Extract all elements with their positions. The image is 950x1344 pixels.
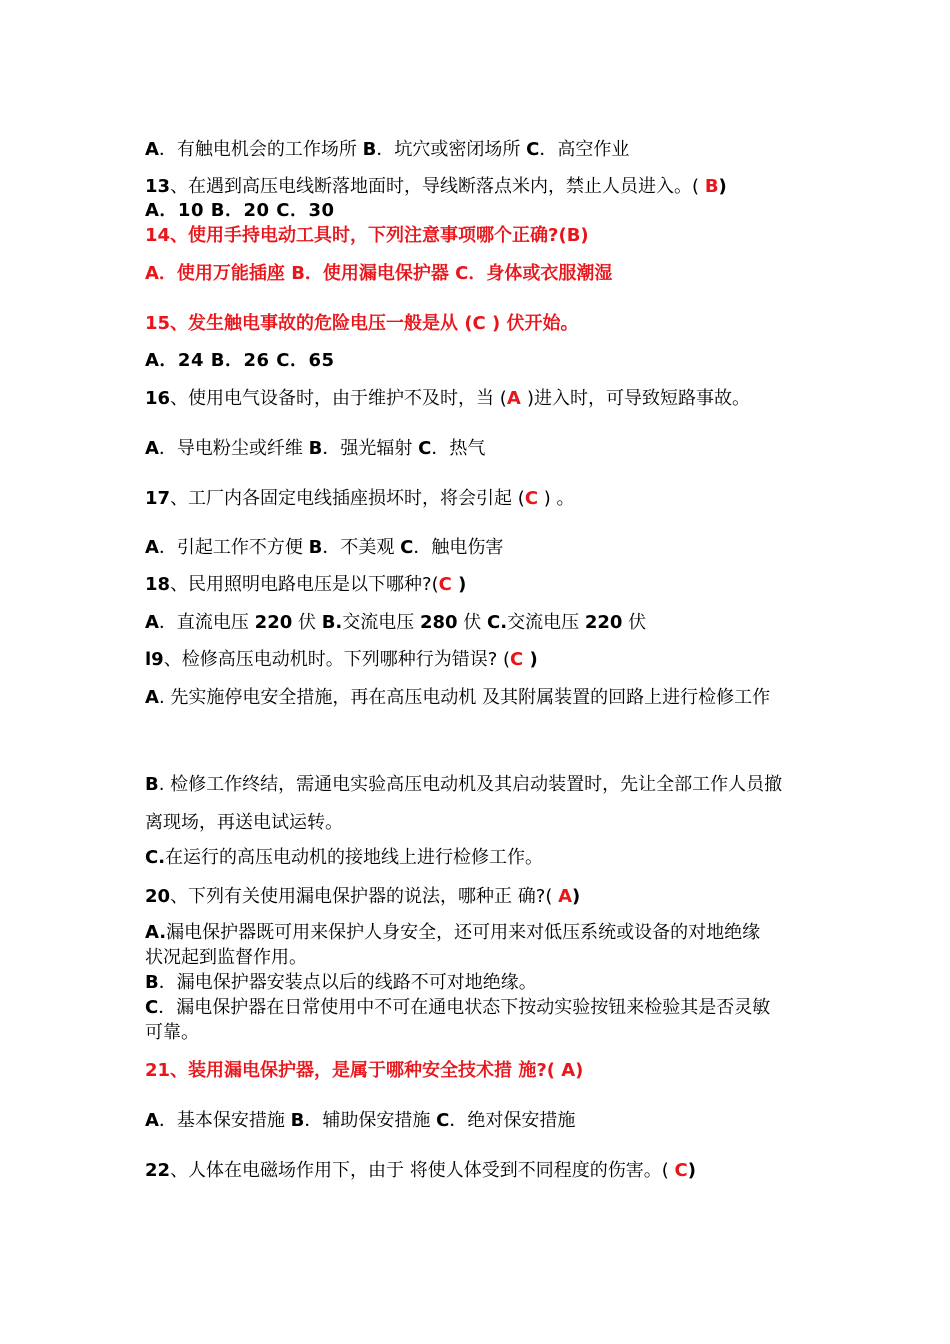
- q18-options: A．直流电压 220 伏 B.交流电压 280 伏 C.交流电压 220 伏: [145, 612, 647, 633]
- q20-question: 20、下列有关使用漏电保护器的说法，哪种正 确?( A): [145, 886, 581, 907]
- q19-option-a: A. 先实施停电安全措施，再在高压电动机 及其附属装置的回路上进行检修工作: [145, 687, 771, 708]
- q14-question: 14、使用手持电动工具时，下列注意事项哪个正确?(B): [145, 225, 589, 246]
- q22-question: 22、人体在电磁场作用下，由于 将使人体受到不同程度的伤害。( C): [145, 1160, 696, 1181]
- q13-question: 13、在遇到高压电线断落地面时，导线断落点米内，禁止人员进入。( B): [145, 176, 727, 197]
- q20-option-c-line1: C．漏电保护器在日常使用中不可在通电状态下按动实验按钮来检验其是否灵敏: [145, 997, 771, 1018]
- q20-option-a-line1: A.漏电保护器既可用来保护人身安全，还可用来对低压系统或设备的对地绝缘: [145, 922, 761, 943]
- q19-option-b-line2: 离现场，再送电试运转。: [145, 812, 343, 833]
- q19-question: l9、检修高压电动机时。下列哪种行为错误? (C ): [145, 649, 538, 670]
- q17-question: 17、工厂内各固定电线插座损坏时，将会引起 (C ) 。: [145, 488, 575, 509]
- q20-option-c-line2: 可靠。: [145, 1022, 199, 1043]
- q12-options: A．有触电机会的工作场所 B．坑穴或密闭场所 C．高空作业: [145, 139, 630, 160]
- q16-options: A．导电粉尘或纤维 B．强光辐射 C．热气: [145, 438, 486, 459]
- q20-option-a-line2: 状况起到监督作用。: [145, 947, 307, 968]
- q18-question: 18、民用照明电路电压是以下哪种?(C ): [145, 574, 467, 595]
- q21-options: A．基本保安措施 B．辅助保安措施 C．绝对保安措施: [145, 1110, 576, 1131]
- q13-options: A．10 B．20 C．30: [145, 200, 335, 221]
- q21-question: 21、装用漏电保护器，是属于哪种安全技术措 施?( A): [145, 1060, 584, 1081]
- q19-option-c: C.在运行的高压电动机的接地线上进行检修工作。: [145, 847, 544, 868]
- q15-options: A．24 B．26 C．65: [145, 350, 335, 371]
- q16-question: 16、使用电气设备时，由于维护不及时，当 (A )进入时，可导致短路事故。: [145, 388, 751, 409]
- q19-option-b-line1: B. 检修工作终结，需通电实验高压电动机及其启动装置时，先让全部工作人员撤: [145, 774, 783, 795]
- q17-options: A．引起工作不方便 B．不美观 C．触电伤害: [145, 537, 504, 558]
- q14-options: A．使用万能插座 B．使用漏电保护器 C．身体或衣服潮湿: [145, 263, 613, 284]
- q20-option-b: B．漏电保护器安装点以后的线路不可对地绝缘。: [145, 972, 537, 993]
- q15-question: 15、发生触电事故的危险电压一般是从 (C ) 伏开始。: [145, 313, 579, 334]
